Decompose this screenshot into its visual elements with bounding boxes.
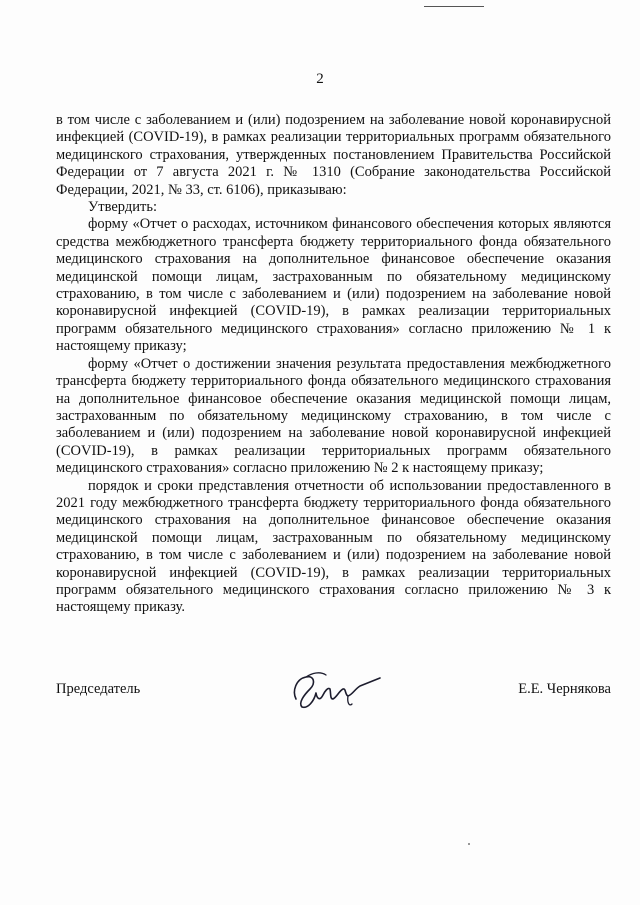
- signatory-title: Председатель: [56, 681, 141, 697]
- signatory-name: Е.Е. Чернякова: [518, 681, 611, 697]
- paragraph-preamble: в том числе с заболеванием и (или) подозрением на заболевание новой коронавирусной инфекцией (COVID-19), в рамках реализации территориальных программ обязательного медицинского страхования, утвержденных постановлением Правительства Российской Федерации от 7 августа 2021 г. № 1310 (Собрание законодательства Российской Федерации, 2021, № 33, ст. 6106), приказываю:: [56, 112, 611, 198]
- scan-speck: [468, 843, 470, 845]
- scan-mark: [424, 6, 484, 7]
- handwritten-signature: [290, 669, 386, 711]
- paragraph-form-result-report: форму «Отчет о достижении значения результата предоставления межбюджетного трансферта бюджету территориального фонда обязательного медицинского страхования на дополнительное финансовое обеспечение оказания медицинской помощи лицам, застрахованным по обязательному медицинскому страхованию, в том числе с заболеванием и (или) подозрением на заболевание новой коронавирусной инфекцией (COVID-19), в рамках реализации территориальных программ обязательного медицинского страхования» согласно приложению № 2 к настоящему приказу;: [56, 355, 611, 477]
- paragraph-form-expenses-report: форму «Отчет о расходах, источником финансового обеспечения которых являются средства межбюджетного трансферта бюджету территориального фонда обязательного медицинского страхования на дополнительное финансовое обеспечение оказания медицинской помощи лицам, застрахованным по обязательному медицинскому страхованию, в том числе с заболеванием и (или) подозрением на заболевание новой коронавирусной инфекцией (COVID-19), в рамках реализации территориальных программ обязательного медицинского страхования» согласно приложению № 1 к настоящему приказу;: [56, 216, 611, 355]
- paragraph-reporting-procedure: порядок и сроки представления отчетности об использовании предоставленного в 2021 году межбюджетного трансферта бюджету территориального фонда обязательного медицинского страхования на дополнительное финансовое обеспечение оказания медицинской помощи лицам, застрахованным по обязательному медицинскому страхованию, в том числе с заболеванием и (или) подозрением на заболевание новой коронавирусной инфекцией (COVID-19), в рамках реализации территориальных программ обязательного медицинского страхования согласно приложению № 3 к настоящему приказу.: [56, 477, 611, 616]
- paragraph-approve: Утвердить:: [88, 199, 157, 216]
- order-body: [56, 112, 611, 617]
- signature-block: [56, 681, 611, 721]
- page-number: 2: [316, 71, 324, 87]
